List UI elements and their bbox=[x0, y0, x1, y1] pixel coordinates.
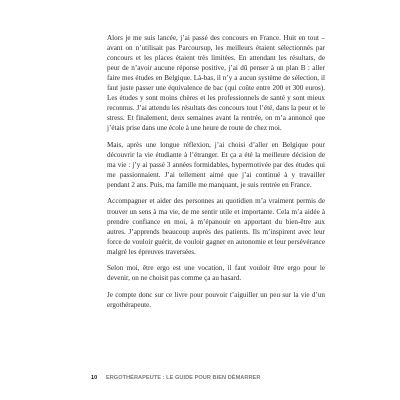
body-text bbox=[107, 33, 325, 316]
paragraph-1: Alors je me suis lancée, j’ai passé des concours en France. Huit en tout – avant on n’utilisait pas Parcoursup, les meilleurs étaient sélectionnés par concours et les places étaient très limitées. En attendant les résultats, de peur de n’avoir aucune réponse positive, j’ai dû penser à un plan B : aller faire mes études en Belgique. Là-bas, il n’y a aucun système de sélection, il faut juste passer une équivalence de bac (qui coûte entre 200 et 300 euros). Les études y sont moins chères et les professionnels de santé y sont mieux reconnus. J’ai attendu les résultats des concours tout l’été, dans la peur et le stress. Et finalement, deux semaines avant la rentrée, on m’a annoncé que j’étais prise dans une école à une heure de route de chez moi. bbox=[107, 34, 325, 133]
running-title: ERGOTHÉRAPEUTE : LE GUIDE POUR BIEN DÉMARRER bbox=[105, 375, 261, 381]
paragraph-3: Accompagner et aider des personnes au quotidien m’a vraiment permis de trouver un sens à ma vie, de me sentir utile et importante. Cela m’a aidée à prendre confiance en moi, à m’épanouir en apportant du bien-être aux autres. J’apprends beaucoup auprès des patients. Ils m’inspirent avec leur force de vouloir guérir, de vouloir gagner en autonomie et leur persévérance malgré les épreuves traversées. bbox=[107, 197, 325, 256]
paragraph-2: Mais, après une longue réflexion, j’ai choisi d’aller en Belgique pour découvrir la vie étudiante à l’étranger. Et ça a été la meilleure décision de ma vie : j’y ai passé 3 années formidables, hypermotivée par des études qui me passionnaient. J’ai tellement aimé que j’ai continué à y travailler pendant 2 ans. Puis, ma famille me manquant, je suis rentrée en France. bbox=[107, 140, 325, 190]
paragraph-5: Je compte donc sur ce livre pour pouvoir t’aiguiller un peu sur la vie d’un ergothérapeute. bbox=[107, 290, 325, 309]
page-footer bbox=[91, 374, 260, 382]
page-number: 10 bbox=[91, 375, 98, 381]
paragraph-4: Selon moi, être ergo est une vocation, il faut vouloir être ergo pour le devenir, on ne choisit pas comme ça au hasard. bbox=[107, 264, 325, 283]
